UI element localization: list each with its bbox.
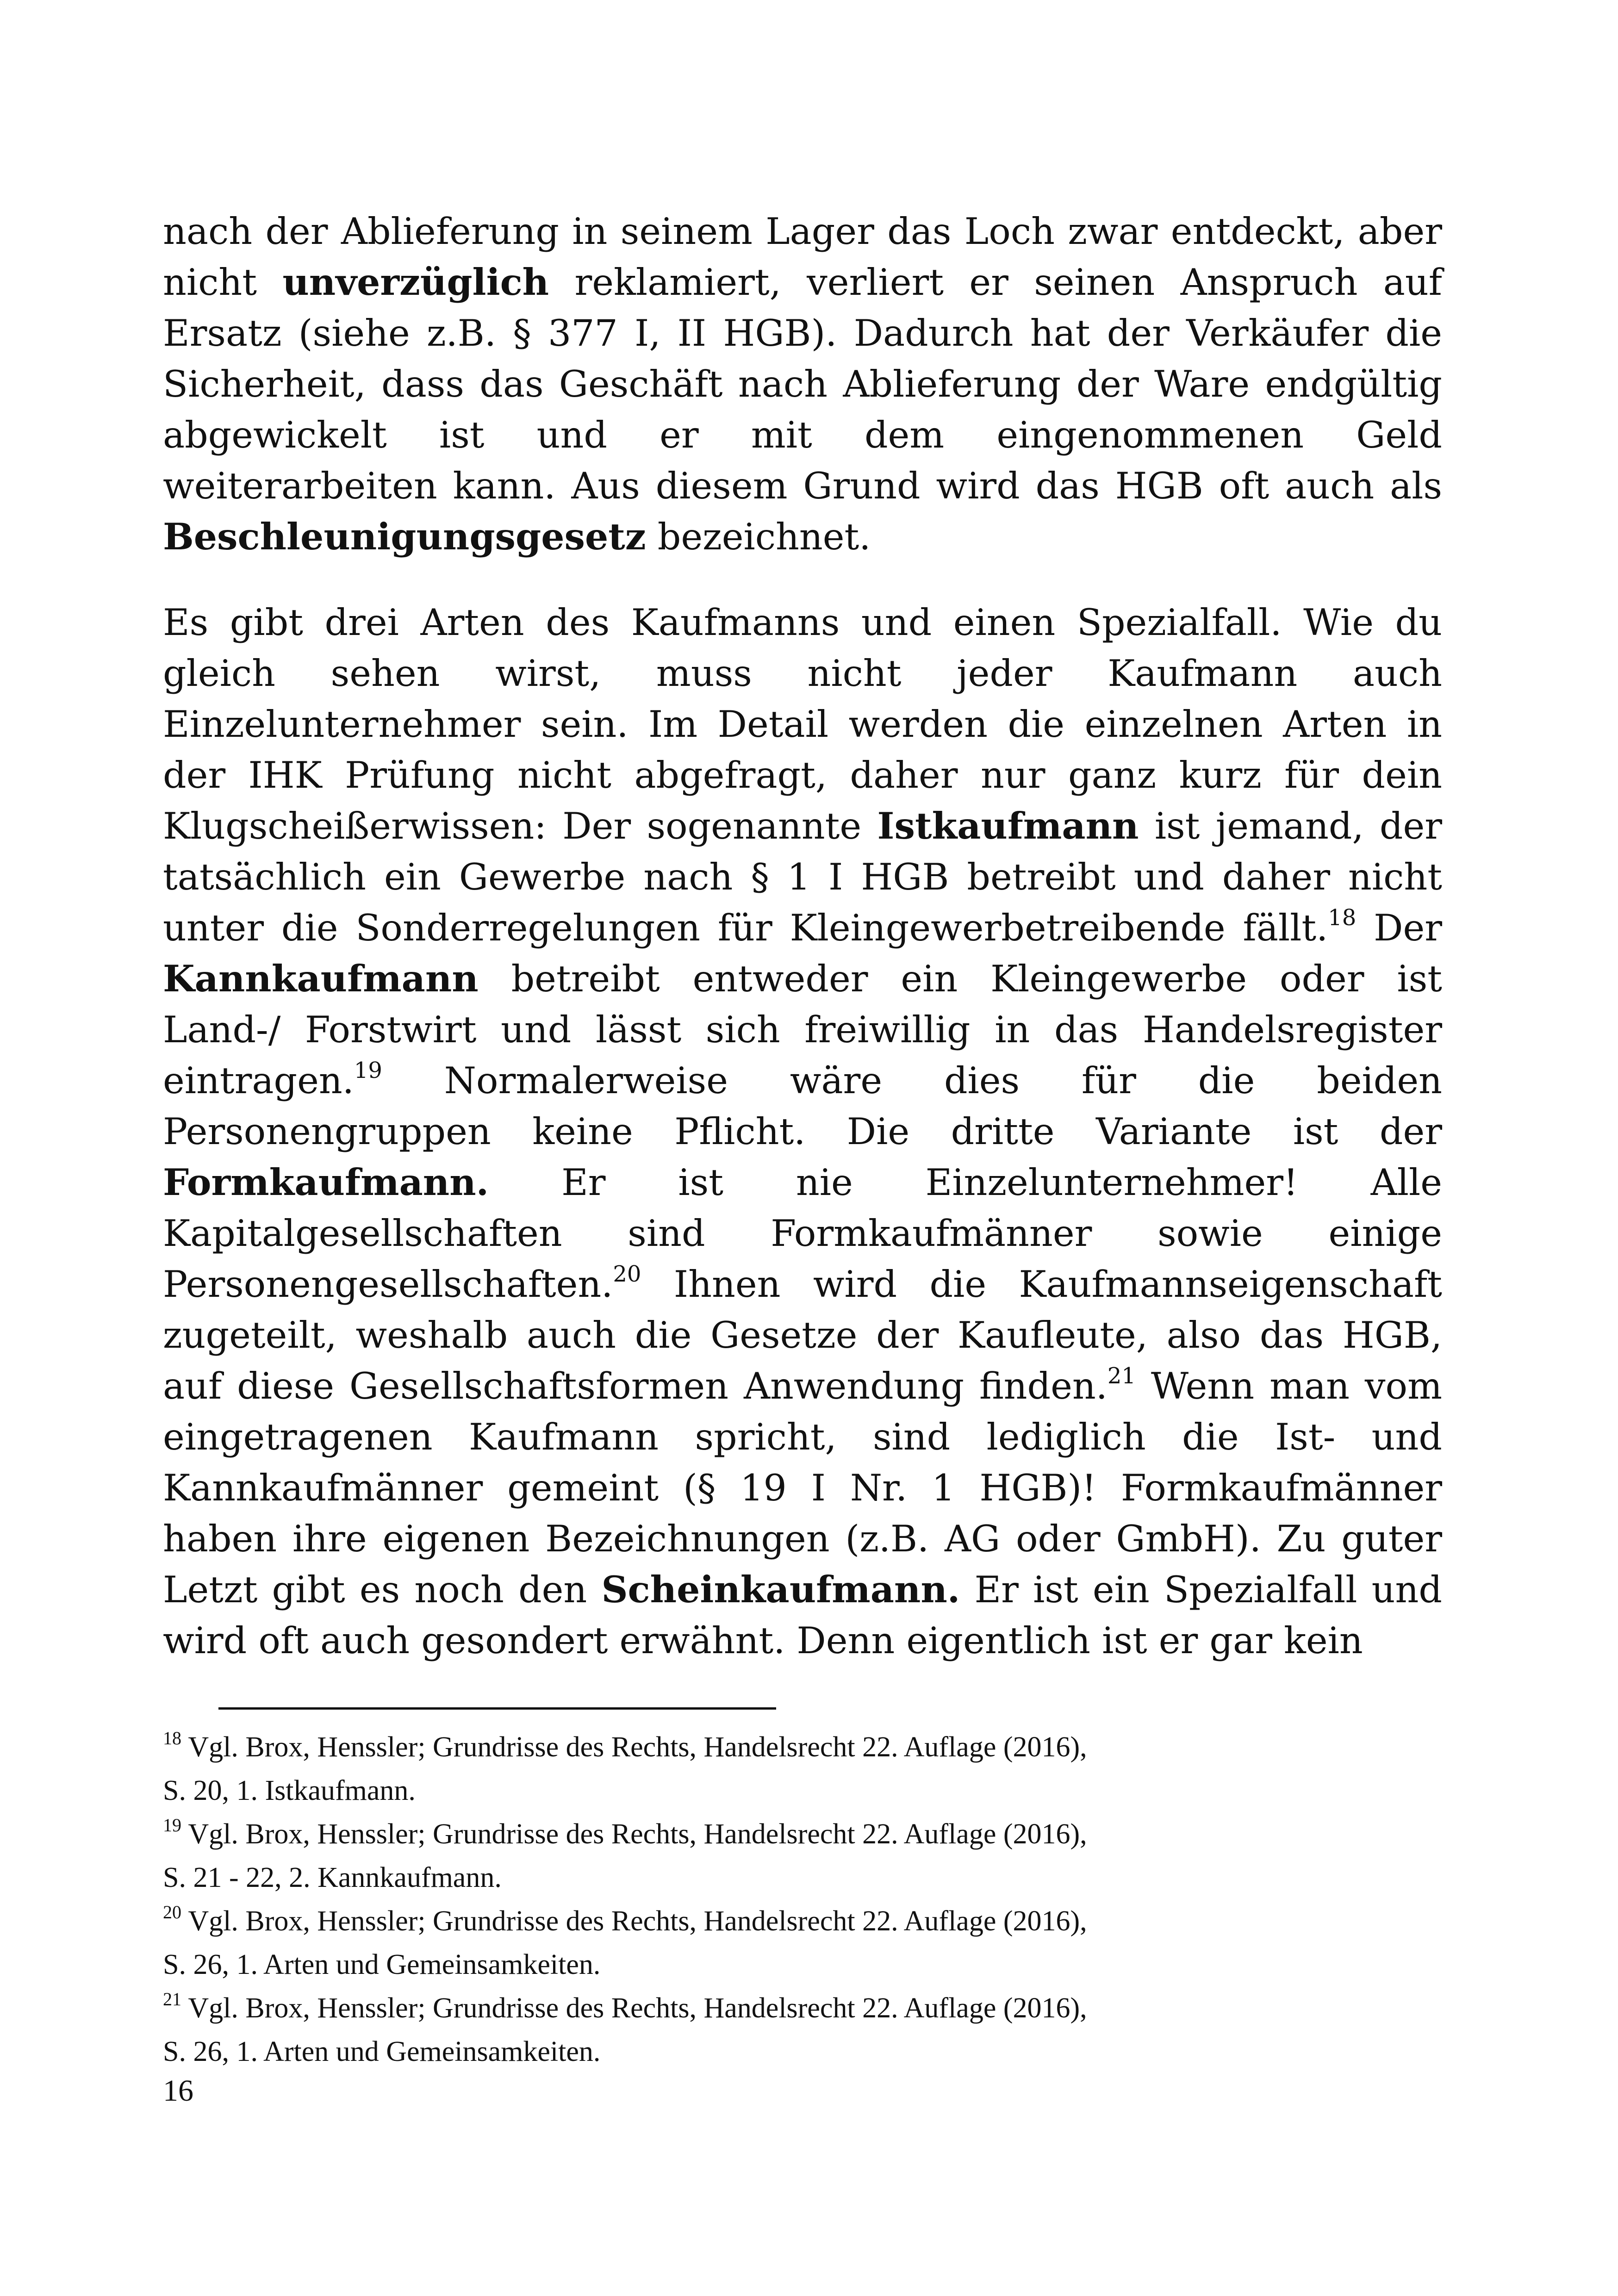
footnote-ref-18[interactable]: 18: [1328, 904, 1357, 931]
text-run: Wenn man vom eingetragenen Kaufmann spricht, sind lediglich die Ist- und Kannkaufmänner gemeint (§ 19 I Nr. 1 HGB)! Formkaufmänner haben ihre eigenen Bezeichnungen (z.B. AG oder GmbH). Zu guter Letzt gibt es noch den: [163, 1365, 1442, 1611]
footnote-19: [163, 1812, 1442, 1899]
footnote-21: [163, 1986, 1442, 2073]
footnote-text: S. 21 - 22, 2. Kannkaufmann.: [163, 1862, 502, 1893]
bold-term-formkaufmann: Formkaufmann.: [163, 1161, 489, 1204]
footnote-number: 19: [163, 1815, 181, 1836]
text-run: ist jemand, der tatsächlich ein Gewerbe nach § 1 I HGB betreibt und daher nicht unter die Sonderregelungen für Kleingewerbetreibende fällt.: [163, 805, 1442, 949]
text-run: Ihnen wird die Kaufmannseigenschaft zugeteilt, weshalb auch die Gesetze der Kaufleute, also das HGB, auf diese Gesellschaftsformen Anwendung finden.: [163, 1263, 1442, 1407]
footnote-text: Vgl. Brox, Henssler; Grundrisse des Rechts, Handelsrecht 22. Auflage (2016),: [181, 1905, 1087, 1937]
bold-term-istkaufmann: Istkaufmann: [877, 804, 1139, 847]
page-number: 16: [163, 2074, 193, 2108]
footnotes: [163, 1725, 1442, 2073]
footnote-20: [163, 1899, 1442, 1986]
footnote-text: Vgl. Brox, Henssler; Grundrisse des Rechts, Handelsrecht 22. Auflage (2016),: [181, 1992, 1087, 2024]
bold-term-scheinkaufmann: Scheinkaufmann.: [601, 1568, 960, 1611]
text-run: Er ist ein Spezialfall und wird oft auch gesondert erwähnt. Denn eigentlich ist er gar kein: [163, 1568, 1443, 1662]
footnote-text: S. 20, 1. Istkaufmann.: [163, 1775, 416, 1806]
footnote-ref-21[interactable]: 21: [1107, 1363, 1136, 1389]
bold-term-kannkaufmann: Kannkaufmann: [163, 957, 479, 1000]
footnote-text: Vgl. Brox, Henssler; Grundrisse des Rechts, Handelsrecht 22. Auflage (2016),: [181, 1818, 1087, 1850]
footnote-text: S. 26, 1. Arten und Gemeinsamkeiten.: [163, 1949, 601, 1980]
text-run: nach der Ablieferung in seinem Lager das Loch zwar entdeckt, aber nicht: [163, 210, 1442, 304]
footnote-number: 21: [163, 1989, 181, 2010]
bold-term-unverzueglich: unverzüglich: [282, 261, 549, 304]
footnote-18: [163, 1725, 1442, 1812]
body-paragraph-1: [163, 206, 1442, 562]
footnote-number: 20: [163, 1902, 181, 1923]
text-run: reklamiert, verliert er seinen Anspruch auf Ersatz (siehe z.B. § 377 I, II HGB). Dadurch hat der Verkäufer die Sicherheit, dass das Geschäft nach Ablieferung der Ware endgültig abgewickelt ist und er mit dem eingenommenen Geld weiterarbeiten kann. Aus diesem Grund wird das HGB oft auch als: [163, 261, 1442, 507]
text-run: bezeichnet.: [646, 516, 871, 558]
text-run: Er ist nie Einzelunternehmer! Alle Kapitalgesellschaften sind Formkaufmänner sowie einige Personengesellschaften.: [163, 1161, 1442, 1306]
footnote-ref-20[interactable]: 20: [613, 1261, 641, 1287]
footnote-separator: [218, 1707, 776, 1710]
text-run: Normalerweise wäre dies für die beiden Personengruppen keine Pflicht. Die dritte Variante ist der: [163, 1059, 1442, 1153]
footnote-ref-19[interactable]: 19: [354, 1057, 382, 1083]
text-run: Es gibt drei Arten des Kaufmanns und einen Spezialfall. Wie du gleich sehen wirst, muss nicht jeder Kaufmann auch Einzelunternehmer sein. Im Detail werden die einzelnen Arten in der IHK Prüfung nicht abgefragt, daher nur ganz kurz für dein Klugscheißerwissen: Der sogenannte: [163, 601, 1442, 847]
bold-term-beschleunigungsgesetz: Beschleunigungsgesetz: [163, 515, 646, 558]
body-paragraph-2: [163, 597, 1442, 1666]
text-run: Der: [1356, 907, 1443, 949]
text-run: betreibt entweder ein Kleingewerbe oder ist Land-/ Forstwirt und lässt sich freiwillig in das Handelsregister eintragen.: [163, 958, 1442, 1102]
footnote-text: Vgl. Brox, Henssler; Grundrisse des Rechts, Handelsrecht 22. Auflage (2016),: [181, 1731, 1087, 1763]
footnote-number: 18: [163, 1728, 181, 1749]
footnote-text: S. 26, 1. Arten und Gemeinsamkeiten.: [163, 2036, 601, 2067]
